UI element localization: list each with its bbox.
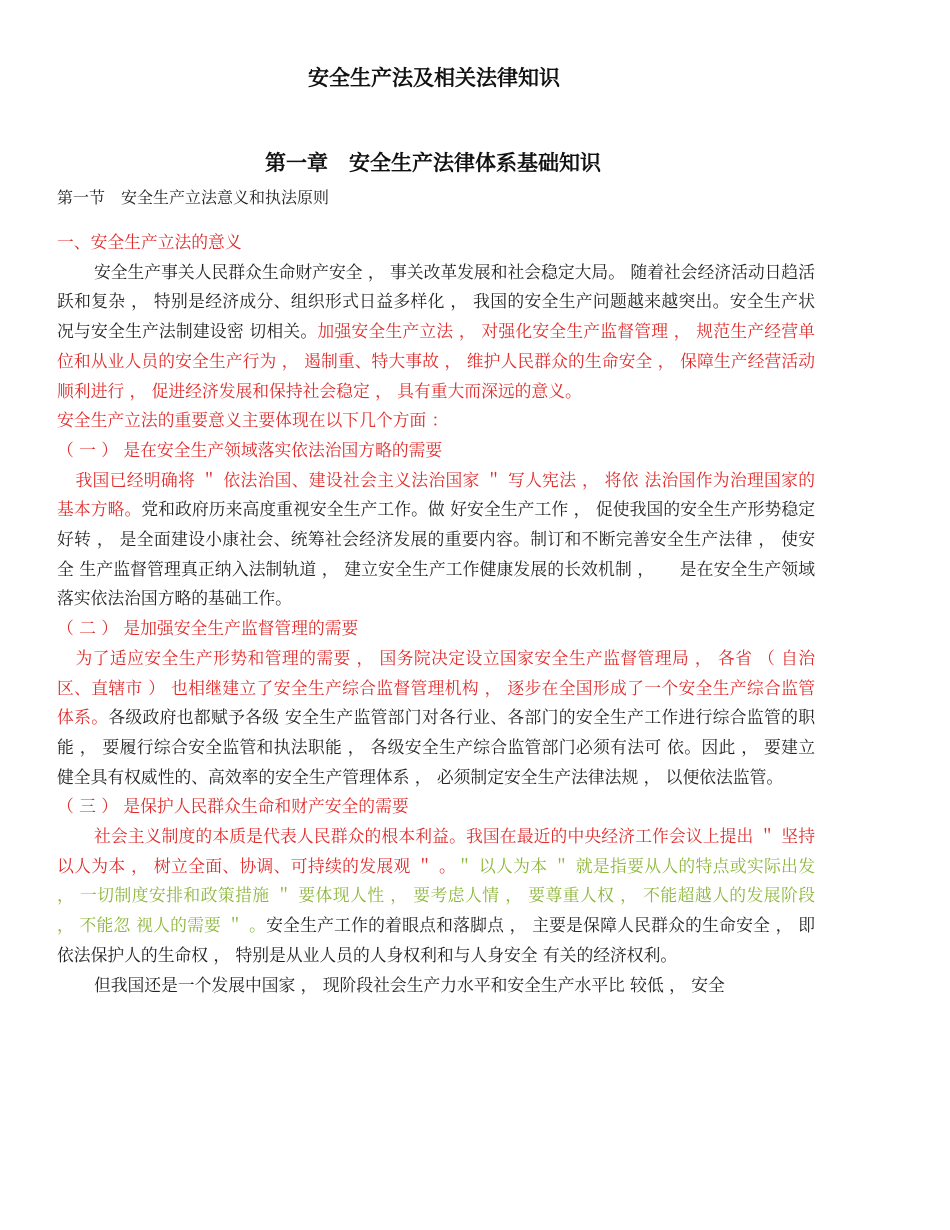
item-3-paragraph <box>57 822 815 971</box>
item-3-quote: ＂ 以人为本 ＂ 就是指要从人的特点或实际出发 ， 一切制度安排和政策措施 ＂ 要体现人性 ， 要考虑人情 ， 要尊重人权 ， 不能超越人的发展阶段 ， 不能忽 视人的需要 ＂ 。 <box>57 855 815 936</box>
section-heading: 第一节 安全生产立法意义和执法原则 <box>57 188 330 207</box>
item-2-paragraph <box>57 644 815 793</box>
chapter-heading: 第一章 安全生产法律体系基础知识 <box>265 151 601 175</box>
item-1-heading: （ 一 ） 是在安全生产领域落实依法治国方略的需要 <box>57 439 443 460</box>
item-1-text: 党和政府历来高度重视安全生产工作。做 好安全生产工作 ， 促使我国的安全生产形势稳定好转 ， 是全面建设小康社会、统筹社会经济发展的重要内容。制订和不断完善安全生产法律 ， 使安全 生产监督管理真正纳入法制轨道 ， 建立安全生产工作健康发展的长效机制 ， 是在安全生产领域落实依法治国方略的基础工作。 <box>57 499 815 609</box>
item-1-paragraph <box>57 466 815 615</box>
item-1-highlight: 我国已经明确将 ＂ 依法治国、建设社会主义法治国家 ＂ 写人宪法 ， 将依 法治国作为治理国家的基本方略。 <box>57 469 815 520</box>
item-2-text: 各级政府也都赋予各级 安全生产监管部门对各行业、各部门的安全生产工作进行综合监管的职能 ， 要履行综合安全监管和执法职能 ， 各级安全生产综合监管部门必须有法可 依。因此 ， 要建立健全具有权威性的、高效率的安全生产管理体系 ， 必须制定安全生产法律法规 ， 以便依法监管。 <box>57 707 815 787</box>
intro-line: 安全生产立法的重要意义主要体现在以下几个方面 ： <box>57 410 449 431</box>
paragraph-1-text: 安全生产事关人民群众生命财产安全 ， 事关改革发展和社会稳定大局。 随着社会经济活动日趋活跃和复杂 ， 特别是经济成分、组织形式日益多样化 ， 我国的安全生产问题越来越突出。安全生产状况与安全生产法制建设密 切相关。 <box>57 261 815 342</box>
document-body <box>57 228 815 1000</box>
last-paragraph: 但我国还是一个发展中国家 ， 现阶段社会生产力水平和安全生产水平比 较低 ， 安全 <box>93 974 725 995</box>
item-3-text: 安全生产工作的着眼点和落脚点 ， 主要是保障人民群众的生命安全 ， 即依法保护人的生命权 ， 特别是从业人员的人身权利和与人身安全 有关的经济权利。 <box>57 915 816 965</box>
heading-significance: 一、安全生产立法的意义 <box>57 232 242 252</box>
item-2-highlight: 为了适应安全生产形势和管理的需要 ， 国务院决定设立国家安全生产监督管理局 ， 各省 （ 自治区、直辖市 ） 也相继建立了安全生产综合监督管理机构 ， 逐步在全国形成了一个安全生产综合监管体系。 <box>57 647 815 728</box>
paragraph-1 <box>57 258 815 407</box>
item-3-heading: （ 三 ） 是保护人民群众生命和财产安全的需要 <box>57 796 409 817</box>
item-2-heading: （ 二 ） 是加强安全生产监督管理的需要 <box>57 618 359 639</box>
document-title: 安全生产法及相关法律知识 <box>308 66 560 90</box>
paragraph-1-highlight: 加强安全生产立法 ， 对强化安全生产监督管理 ， 规范生产经营单位和从业人员的安全生产行为 ， 遏制重、特大事故 ， 维护人民群众的生命安全 ， 保障生产经营活动顺利进行 ， 促进经济发展和保持社会稳定 ， 具有重大而深远的意义。 <box>57 321 815 401</box>
item-3-highlight: 社会主义制度的本质是代表人民群众的根本利益。我国在最近的中央经济工作会议上提出 ＂ 坚持以人为本 ， 树立全面、协调、可持续的发展观 ＂ 。 <box>57 826 815 876</box>
